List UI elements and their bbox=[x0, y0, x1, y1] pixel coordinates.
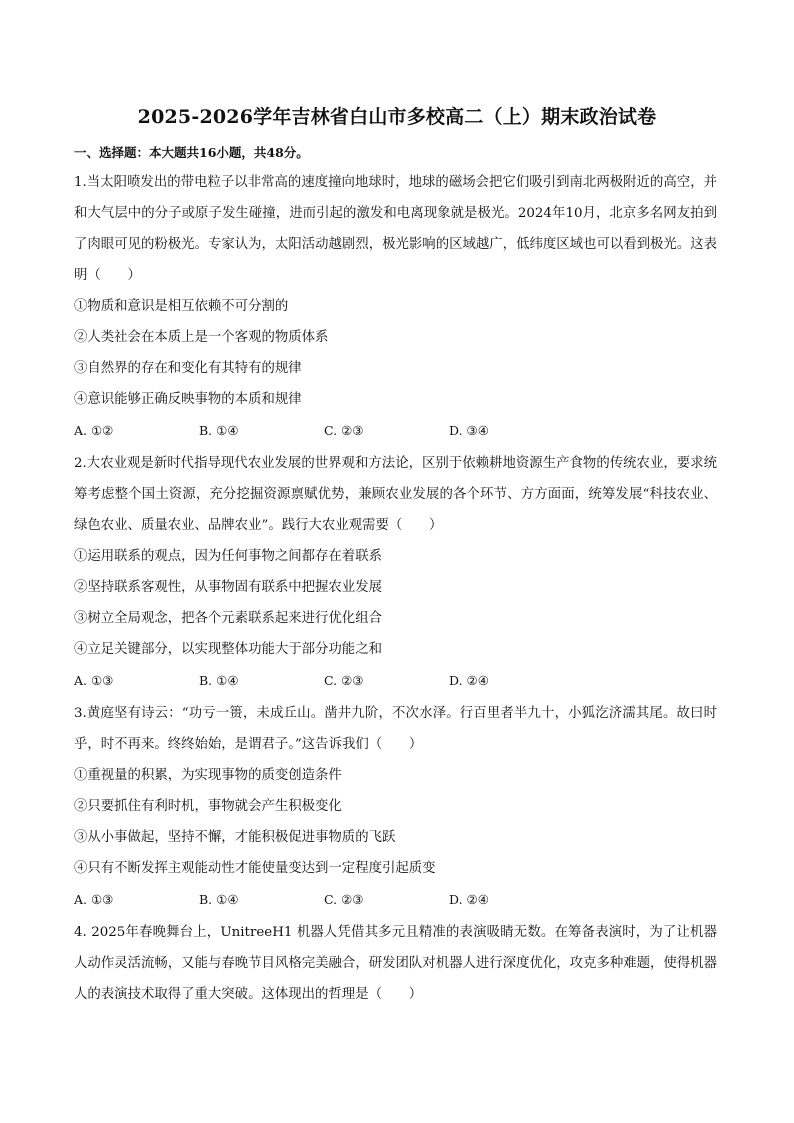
statement-option: ①物质和意识是相互依赖不可分割的 bbox=[74, 299, 289, 314]
question-stem: 2.大农业观是新时代指导现代农业发展的世界观和方法论，区别于依赖耕地资源生产食物的传统农业，要求统筹考虑整个国土资源，充分挖掘资源禀赋优势，兼顾农业发展的各个环节、方方面面，统筹发展“科技农业、绿色农业、质量农业、品牌农业”。践行大农业观需要（ ） bbox=[74, 456, 717, 533]
statement-option: ③自然界的存在和变化有其特有的规律 bbox=[74, 361, 302, 376]
statement-option: ④意识能够正确反映事物的本质和规律 bbox=[74, 392, 302, 407]
question-stem: 4. 2025年春晚舞台上，UnitreeH1 机器人凭借其多元且精准的表演吸睛无数。在筹备表演时，为了让机器人动作灵活流畅，又能与春晚节目风格完美融合，研发团队对机器人进行深度优化，攻克多种难题，使得机器人的表演技术取得了重大突破。这体现出的哲理是（ ） bbox=[74, 925, 717, 1002]
statement-option: ④只有不断发挥主观能动性才能使量变达到一定程度引起质变 bbox=[74, 861, 436, 876]
question-3 bbox=[74, 698, 717, 915]
answer-choices bbox=[74, 665, 717, 696]
statement-option: ②人类社会在本质上是一个客观的物质体系 bbox=[74, 330, 329, 345]
choice-c: C. ②③ bbox=[324, 423, 364, 438]
statement-option: ③树立全局观念，把各个元素联系起来进行优化组合 bbox=[74, 611, 382, 626]
choice-b: B. ①④ bbox=[199, 892, 239, 907]
question-2 bbox=[74, 448, 717, 696]
answer-choices bbox=[74, 415, 717, 446]
choice-b: B. ①④ bbox=[199, 423, 239, 438]
choice-a: A. ①③ bbox=[74, 892, 114, 907]
statement-option: ③从小事做起，坚持不懈，才能积极促进事物质的飞跃 bbox=[74, 830, 396, 845]
answer-choices bbox=[74, 884, 717, 915]
statement-option: ④立足关键部分，以实现整体功能大于部分功能之和 bbox=[74, 642, 382, 657]
choice-d: D. ③④ bbox=[449, 423, 489, 438]
choice-d: D. ②④ bbox=[449, 673, 489, 688]
choice-b: B. ①④ bbox=[199, 673, 239, 688]
statement-option: ①重视量的积累，为实现事物的质变创造条件 bbox=[74, 768, 342, 783]
statement-option: ②坚持联系客观性，从事物固有联系中把握农业发展 bbox=[74, 580, 382, 595]
choice-c: C. ②③ bbox=[324, 673, 364, 688]
statement-option: ②只要抓住有利时机，事物就会产生积极变化 bbox=[74, 799, 342, 814]
exam-content bbox=[74, 143, 717, 1010]
choice-a: A. ①② bbox=[74, 423, 114, 438]
question-stem: 3.黄庭坚有诗云：“功亏一篑，未成丘山。凿井九阶，不次水泽。行百里者半九十，小狐汔济濡其尾。故曰时乎，时不再来。终终始始，是谓君子。”这告诉我们（ ） bbox=[74, 706, 717, 752]
exam-title: 2025-2026学年吉林省白山市多校高二（上）期末政治试卷 bbox=[137, 106, 657, 128]
question-1 bbox=[74, 167, 717, 446]
choice-c: C. ②③ bbox=[324, 892, 364, 907]
question-4 bbox=[74, 917, 717, 1010]
statement-option: ①运用联系的观点，因为任何事物之间都存在着联系 bbox=[74, 549, 382, 564]
choice-d: D. ②④ bbox=[449, 892, 489, 907]
choice-a: A. ①③ bbox=[74, 673, 114, 688]
section-heading: 一、选择题：本大题共16小题，共48分。 bbox=[74, 145, 309, 160]
question-stem: 1.当太阳喷发出的带电粒子以非常高的速度撞向地球时，地球的磁场会把它们吸引到南北两极附近的高空，并和大气层中的分子或原子发生碰撞，进而引起的激发和电离现象就是极光。2024年10月，北京多名网友拍到了肉眼可见的粉极光。专家认为，太阳活动越剧烈，极光影响的区域越广，低纬度区域也可以看到极光。这表明（ ） bbox=[74, 175, 717, 283]
